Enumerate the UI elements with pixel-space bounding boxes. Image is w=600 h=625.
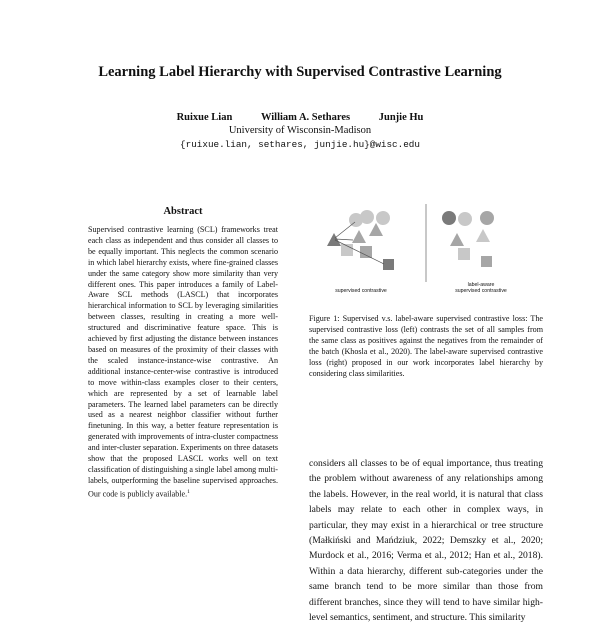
left-panel bbox=[327, 210, 394, 270]
affiliation: University of Wisconsin-Madison bbox=[228, 125, 372, 136]
class-square bbox=[360, 246, 372, 258]
author-name: William A. Sethares bbox=[260, 112, 351, 123]
class-square bbox=[383, 259, 394, 270]
figure-caption: Figure 1: Supervised v.s. label-aware supervised contrastive loss: The supervised contrastive loss (left) contrasts the set of all samples from the same class as positives against the negatives from the remainder of the batch (Khosla et al., 2020). The label-aware supervised contrastive loss (right) proposed in our work incorporates label hierarchy by considering class similarities. bbox=[309, 314, 543, 378]
class-square bbox=[458, 248, 470, 260]
abstract-heading: Abstract bbox=[163, 206, 203, 217]
class-square bbox=[481, 256, 492, 267]
author-name: Junjie Hu bbox=[378, 112, 424, 123]
author-list bbox=[0, 112, 600, 123]
class-triangle bbox=[352, 230, 366, 243]
paper-title: Learning Label Hierarchy with Supervised Contrastive Learning bbox=[98, 64, 502, 80]
class-triangle bbox=[450, 233, 464, 246]
class-circle bbox=[360, 210, 374, 224]
class-triangle bbox=[369, 223, 383, 236]
author-name: Ruixue Lian bbox=[176, 112, 233, 123]
class-circle bbox=[480, 211, 494, 225]
footnote-mark: 1 bbox=[187, 488, 190, 495]
class-circle bbox=[376, 211, 390, 225]
figure-right-label-line: label-aware bbox=[467, 282, 495, 288]
abstract-text bbox=[88, 225, 278, 500]
contrast-arrow bbox=[335, 222, 355, 238]
class-triangle bbox=[476, 229, 490, 242]
body-text: considers all classes to be of equal importance, thus treating the problem without awareness of any relationships among the labels. However, in the real world, it is natural that class labels may relate to each other in complex ways, in particular, they may exist in a hierarchical or tree structure (Małkiński and Mańdziuk, 2022; Demszky et al., 2020; Murdock et al., 2016; Verma et al., 2012; Han et al., 2018). Within a data hierarchy, different sub-categories under the same branch tend to be more similar than those from different branches, since they will tend to have similar high-level semantics, sentiment, and structure. This similarity bbox=[309, 458, 543, 624]
author-emails: {ruixue.lian, sethares, junjie.hu}@wisc.edu bbox=[180, 139, 420, 150]
figure-right-label-line: supervised contrastive bbox=[455, 288, 507, 294]
class-circle bbox=[442, 211, 456, 225]
figure-right-label bbox=[446, 282, 516, 294]
right-panel bbox=[442, 211, 494, 267]
class-circle bbox=[458, 212, 472, 226]
figure-left-label: supervised contrastive bbox=[335, 288, 387, 294]
abstract-body: Supervised contrastive learning (SCL) frameworks treat each class as independent and thus consider all classes to be equally important. This neglects the common scenario in which label hierarchy exists, where fine-grained classes under the same category show more similarity than very different ones. This paper introduces a family of Label-Aware SCL methods (LASCL) that incorporates hierarchical information to SCL by leveraging similarities between classes, resulting in creating a more well-structured and discriminative feature space. This is achieved by first adjusting the distance between instances based on measures of the proximity of their classes with the scaled instance-instance-wise contrastive. An additional instance-center-wise contrastive is introduced to move within-class examples closer to their centers, which are represented by a set of learnable label parameters. The learned label parameters can be directly used as a nearest neighbor classifier without further finetuning. In this way, a better feature representation is generated with improvements of intra-cluster compactness and inter-cluster separation. Experiments on three datasets show that the proposed LASCL works well on text classification of distinguishing a single label among multi-labels, outperforming the baseline supervised approaches. Our code is publicly available. bbox=[88, 225, 278, 499]
contrast-arrow bbox=[335, 239, 353, 240]
